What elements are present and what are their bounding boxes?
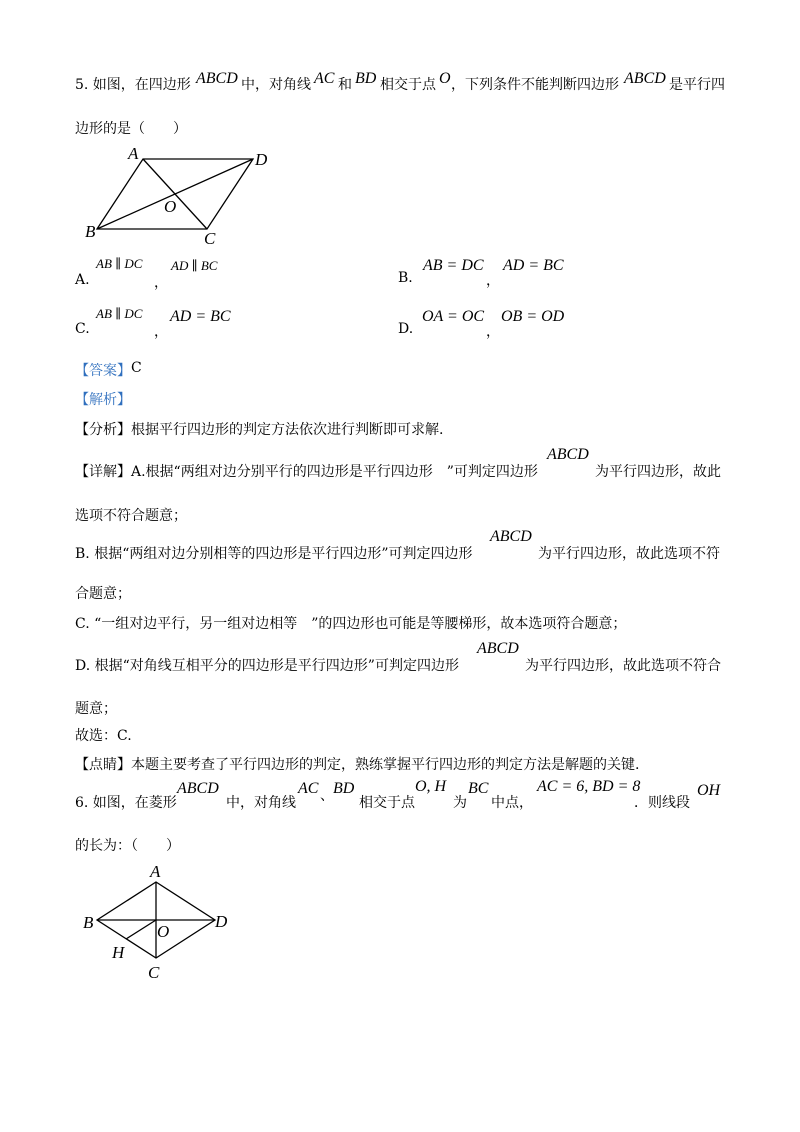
q6-segment-oh: [126, 920, 156, 939]
q6-stem-abcd: ABCD: [177, 780, 219, 797]
q5-option-c-cond2: AD = BC: [170, 308, 231, 325]
q5-xiangjie-b-text: B. 根据“两组对边分别相等的四边形是平行四边形”可判定四边形: [75, 546, 473, 562]
q6-stem-oh2: OH: [697, 782, 721, 799]
q6-stem-ac: AC: [298, 780, 319, 797]
q5-fenxi-text: 根据平行四边形的判定方法依次进行判断即可求解.: [131, 422, 444, 438]
q6-label-o: O: [157, 922, 170, 941]
q5-option-a-comma: ，: [154, 275, 168, 291]
q6-label-b: B: [83, 913, 94, 932]
q5-option-d-cond2: OB = OD: [501, 308, 565, 325]
q5-option-b-cond2: AD = BC: [503, 257, 564, 274]
q5-option-b-letter: B.: [398, 270, 413, 286]
q5-label-c: C: [204, 229, 216, 248]
q5-stem-line2: 边形的是（ ）: [75, 121, 187, 137]
q5-xiangjie-d-end: 为平行四边形，故此选项不符合: [525, 658, 721, 674]
q6-label-d: D: [215, 912, 228, 931]
q5-analysis-tag: 【解析】: [75, 392, 131, 408]
q5-option-c-letter: C.: [75, 321, 90, 337]
q5-option-d-cond1: OA = OC: [422, 308, 485, 325]
q5-option-b-cond1: AB = DC: [423, 257, 484, 274]
q5-option-c-comma: ，: [154, 324, 168, 340]
q5-stem-and: 和: [338, 77, 352, 93]
q5-stem-text4: 是平行四: [669, 77, 725, 93]
q5-stem-text2: 相交于点: [380, 77, 436, 93]
q5-answer-value: C: [131, 360, 142, 376]
q6-stem-text2: 相交于点: [359, 795, 415, 811]
q5-label-b: B: [85, 222, 96, 241]
q5-option-b-comma: ，: [486, 273, 500, 289]
q5-xiangjie-d-text: D. 根据“对角线互相平分的四边形是平行四边形”可判定四边形: [75, 658, 459, 674]
q6-stem-text3: 中点，: [491, 795, 533, 811]
q5-parallelogram-figure: [80, 140, 280, 250]
q6-stem-text1: 中，对角线: [226, 795, 296, 811]
q5-xiangjie-b-end: 为平行四边形，故此选项不符: [538, 546, 720, 562]
q5-conclusion: 故选：C.: [75, 728, 132, 744]
q5-dianjing-tag: 【点睛】: [75, 757, 131, 773]
q5-option-d-comma: ，: [486, 324, 500, 340]
q5-xiangjie-d-line2: 题意；: [75, 701, 117, 717]
q6-stem-text4: ．则线段: [634, 795, 690, 811]
q5-stem-text: 中，对角线: [241, 77, 311, 93]
q5-xiangjie-a-line2: 选项不符合题意；: [75, 508, 187, 524]
q5-answer-tag: 【答案】: [75, 363, 131, 379]
q5-option-a-letter: A.: [75, 272, 90, 288]
q5-option-c-cond1: AB ∥ DC: [96, 306, 143, 321]
q6-stem-condition: AC = 6, BD = 8: [537, 778, 641, 795]
q6-stem-wei: 为: [453, 795, 467, 811]
q6-label-a: A: [150, 862, 161, 881]
q5-stem-o: O: [439, 70, 451, 87]
q5-xiangjie-a-text: A.根据“两组对边分别平行的四边形是平行四边形 ”可判定四边形: [131, 464, 538, 480]
q5-xiangjie-a-abcd: ABCD: [547, 446, 589, 463]
q5-option-a-cond1: AB ∥ DC: [96, 256, 143, 271]
q5-label-a: A: [128, 144, 139, 163]
q5-xiangjie-tag: 【详解】: [75, 464, 131, 480]
q5-label-d: D: [255, 150, 268, 169]
q5-stem-ac: AC: [314, 70, 335, 87]
q6-stem-oh: O, H: [415, 778, 447, 795]
q5-option-a-cond2: AD ∥ BC: [171, 258, 218, 273]
q6-stem-bd: BD: [333, 780, 355, 797]
q5-label-o: O: [164, 197, 177, 216]
q6-label-c: C: [148, 963, 160, 982]
q5-xiangjie-b-abcd: ABCD: [490, 528, 532, 545]
q5-fenxi-tag: 【分析】: [75, 422, 131, 438]
q6-stem-bc: BC: [468, 780, 489, 797]
q5-stem-abcd2: ABCD: [624, 70, 666, 87]
q5-xiangjie-c-text: C. “一组对边平行，另一组对边相等 ”的四边形也可能是等腰梯形，故本选项符合题意；: [75, 616, 627, 632]
q6-stem-line2: 的长为：（ ）: [75, 838, 180, 854]
q5-xiangjie-d-abcd: ABCD: [477, 640, 519, 657]
q6-stem-number: 6. 如图，在菱形: [75, 795, 177, 811]
q5-stem-abcd: ABCD: [196, 70, 238, 87]
q5-option-d-letter: D.: [398, 321, 414, 337]
q5-stem-number: 5. 如图，在四边形: [75, 77, 191, 93]
q5-xiangjie-b-line2: 合题意；: [75, 586, 131, 602]
q6-rhombus-figure: [80, 858, 240, 988]
q6-label-h: H: [112, 943, 125, 962]
q6-stem-dun: 、: [320, 788, 334, 804]
q5-stem-text3: ，下列条件不能判断四边形: [451, 77, 619, 93]
q5-dianjing-text: 本题主要考查了平行四边形的判定，熟练掌握平行四边形的判定方法是解题的关键.: [131, 757, 640, 773]
q5-stem-bd: BD: [355, 70, 377, 87]
q5-xiangjie-a-end: 为平行四边形，故此: [595, 464, 721, 480]
